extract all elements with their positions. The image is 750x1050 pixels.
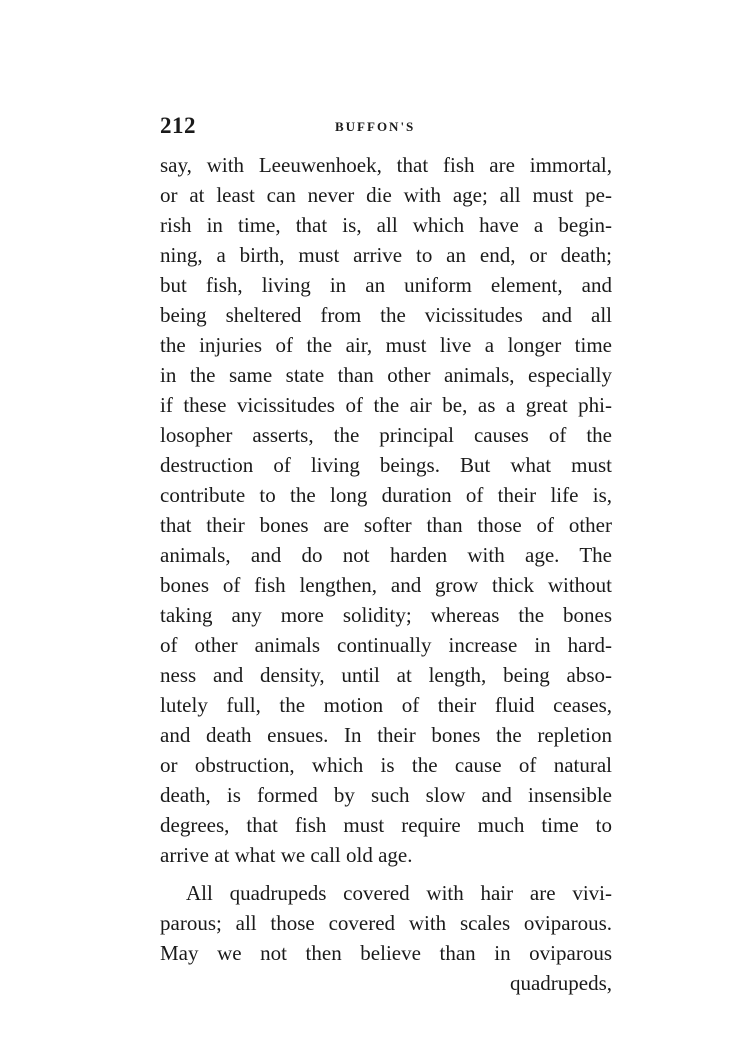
catchword: quadrupeds, bbox=[509, 971, 612, 995]
text-line: that their bones are softer than those of other bbox=[160, 513, 612, 537]
text-line: arrive at what we call old age. bbox=[160, 843, 413, 867]
text-line: contribute to the long duration of their life is, bbox=[160, 483, 612, 507]
text-line: taking any more solidity; whereas the bones bbox=[160, 603, 612, 627]
paragraph-1 bbox=[160, 150, 612, 870]
text-line: of other animals continually increase in hard- bbox=[160, 633, 612, 657]
text-line: degrees, that fish must require much time to bbox=[160, 813, 612, 837]
text-line: or at least can never die with age; all must pe- bbox=[160, 183, 612, 207]
text-line: say, with Leeuwenhoek, that fish are immortal, bbox=[160, 153, 612, 177]
page-header bbox=[160, 113, 620, 143]
text-line: ning, a birth, must arrive to an end, or death; bbox=[160, 243, 612, 267]
text-line: death, is formed by such slow and insensible bbox=[160, 783, 612, 807]
body-text bbox=[160, 150, 612, 998]
text-line: bones of fish lengthen, and grow thick without bbox=[160, 573, 612, 597]
text-line: destruction of living beings. But what must bbox=[160, 453, 612, 477]
text-line: May we not then believe than in oviparous bbox=[160, 941, 612, 965]
text-line: but fish, living in an uniform element, and bbox=[160, 273, 612, 297]
text-line: All quadrupeds covered with hair are vivi- bbox=[186, 881, 612, 905]
running-head: BUFFON'S bbox=[335, 119, 416, 134]
page-number: 212 bbox=[160, 113, 196, 138]
text-line: the injuries of the air, must live a longer time bbox=[160, 333, 612, 357]
text-line: losopher asserts, the principal causes of the bbox=[160, 423, 612, 447]
text-line: parous; all those covered with scales oviparous. bbox=[160, 911, 612, 935]
text-line: being sheltered from the vicissitudes and all bbox=[160, 303, 612, 327]
text-line: or obstruction, which is the cause of natural bbox=[160, 753, 612, 777]
text-line: ness and density, until at length, being abso- bbox=[160, 663, 612, 687]
text-line: and death ensues. In their bones the repletion bbox=[160, 723, 612, 747]
text-line: lutely full, the motion of their fluid ceases, bbox=[160, 693, 612, 717]
text-line: if these vicissitudes of the air be, as a great phi- bbox=[160, 393, 612, 417]
paragraph-2 bbox=[160, 878, 612, 998]
text-line: animals, and do not harden with age. The bbox=[160, 543, 612, 567]
paragraph-gap bbox=[160, 870, 612, 878]
text-line: rish in time, that is, all which have a begin- bbox=[160, 213, 612, 237]
text-line: in the same state than other animals, especially bbox=[160, 363, 612, 387]
